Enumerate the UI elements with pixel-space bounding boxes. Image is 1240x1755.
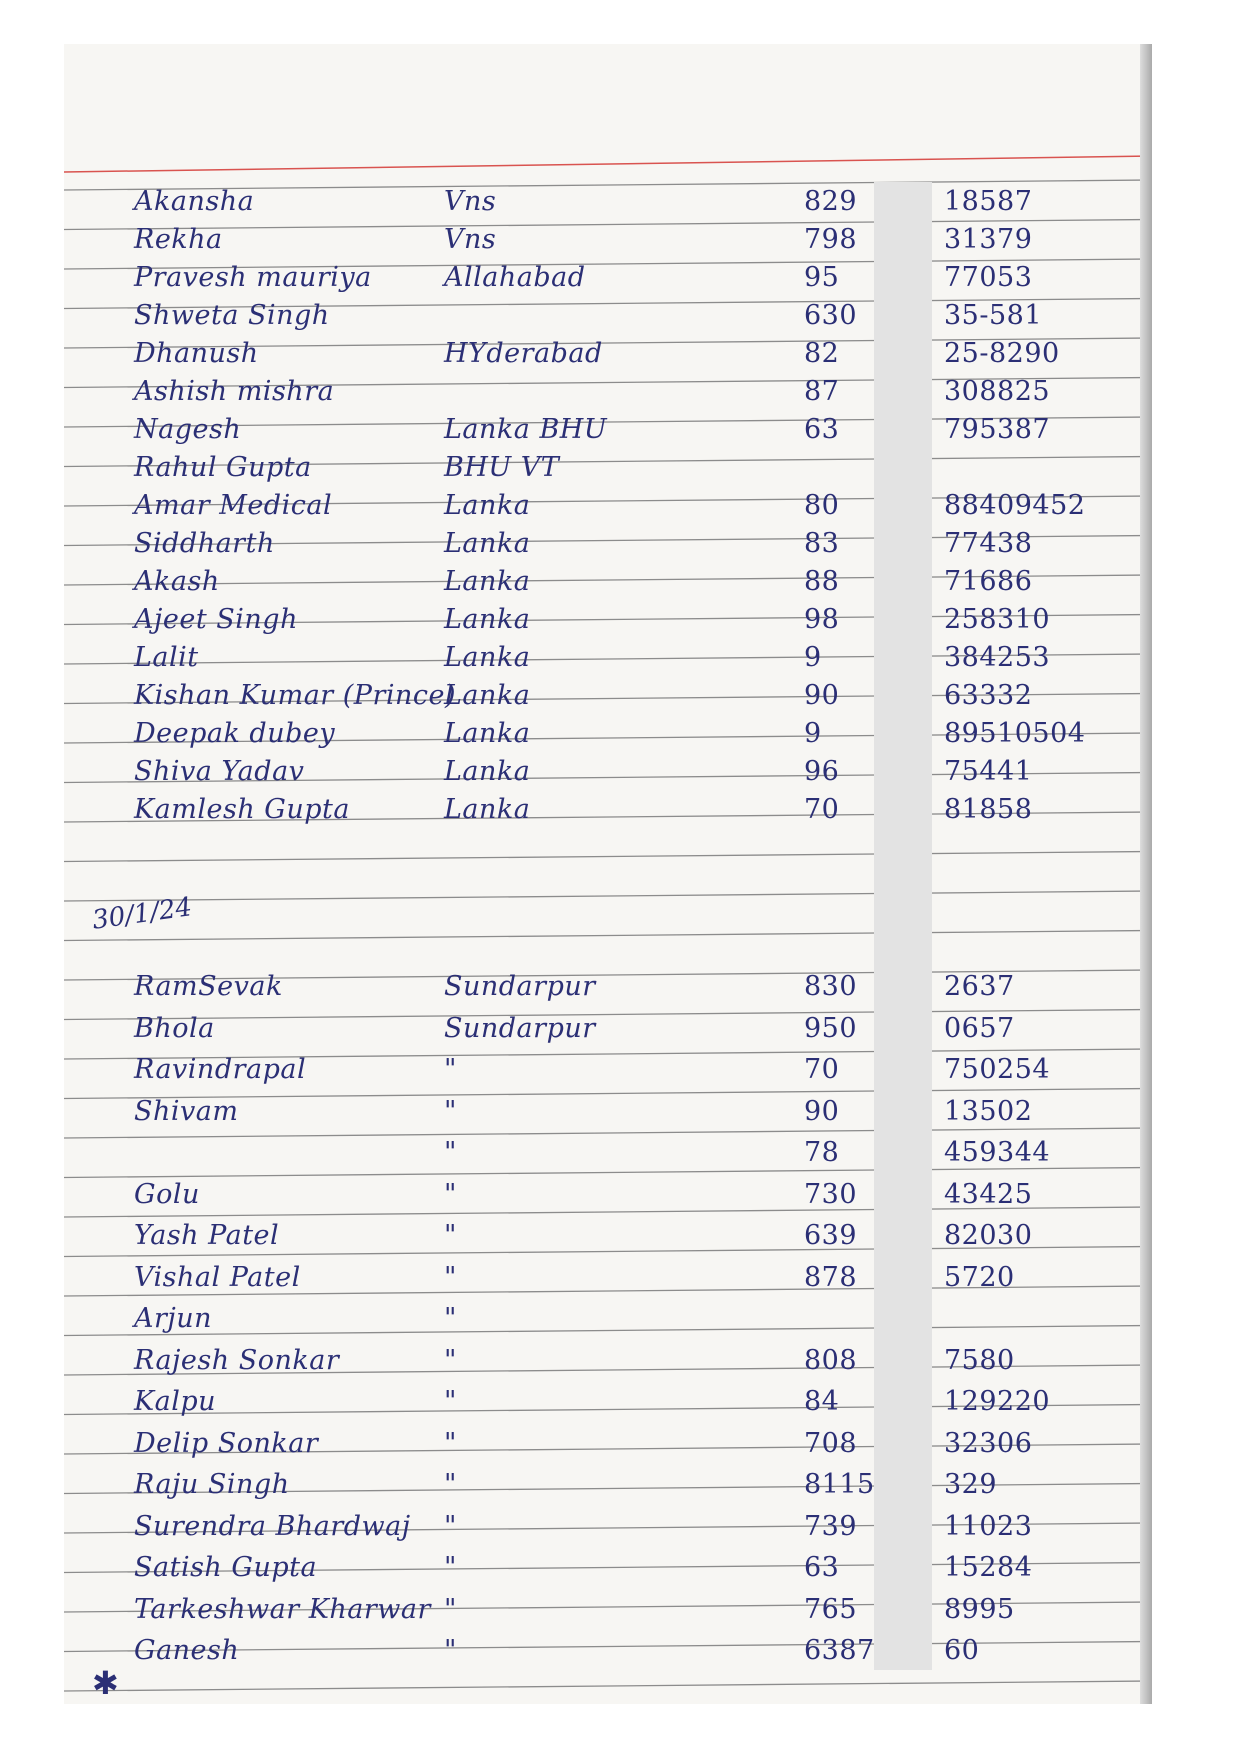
contact-place: ": [444, 1054, 457, 1085]
phone-part-a: 8115: [804, 1469, 875, 1500]
contact-row: [64, 336, 1152, 372]
phone-part-b: 13502: [944, 1095, 1033, 1127]
contact-row: [64, 754, 1152, 790]
phone-part-a: 9: [804, 718, 822, 749]
ruled-line: [64, 1681, 1152, 1691]
phone-part-b: 43425: [944, 1178, 1033, 1210]
phone-part-b: 0657: [944, 1012, 1015, 1044]
contact-name: Satish Gupta: [134, 1552, 318, 1583]
contact-place: Lanka BHU: [444, 414, 608, 445]
contact-place: Lanka: [444, 604, 531, 635]
contact-place: Sundarpur: [444, 1012, 596, 1044]
phone-part-b: 258310: [944, 604, 1051, 635]
contact-place: Lanka: [444, 528, 531, 559]
phone-part-b: 63332: [944, 680, 1033, 711]
phone-part-a: 739: [804, 1510, 858, 1542]
contact-name: Ganesh: [134, 1635, 240, 1666]
phone-part-b: 7580: [944, 1344, 1015, 1376]
ruled-line: [64, 931, 1152, 941]
phone-part-b: 88409452: [944, 490, 1086, 521]
contact-name: Raju Singh: [134, 1469, 290, 1500]
phone-part-b: 75441: [944, 756, 1033, 787]
contact-name: Siddharth: [134, 528, 275, 559]
phone-part-b: 750254: [944, 1054, 1051, 1085]
contact-row: [64, 1260, 1152, 1296]
contact-place: ": [444, 1303, 457, 1334]
contact-row: [64, 792, 1152, 828]
contact-name: Akansha: [134, 186, 255, 217]
phone-part-a: 84: [804, 1386, 840, 1417]
contact-name: Arjun: [134, 1303, 213, 1334]
contact-place: ": [444, 1261, 457, 1293]
contact-row: [64, 526, 1152, 562]
phone-part-a: 83: [804, 528, 840, 559]
phone-part-a: 63: [804, 414, 840, 445]
contact-row: [64, 1011, 1152, 1047]
star-mark: ✱: [92, 1664, 119, 1702]
phone-part-a: 70: [804, 794, 840, 825]
phone-part-a: 830: [804, 971, 858, 1002]
contact-name: Shivam: [134, 1095, 239, 1127]
phone-part-b: 8995: [944, 1593, 1015, 1625]
contact-name: Kamlesh Gupta: [134, 794, 351, 825]
contact-place: ": [444, 1178, 457, 1210]
contact-place: ": [444, 1469, 457, 1500]
phone-part-b: 25-8290: [944, 338, 1060, 369]
contact-place: ": [444, 1220, 457, 1251]
contact-place: Lanka: [444, 756, 531, 787]
contact-row: [64, 1052, 1152, 1088]
contact-place: BHU VT: [444, 452, 560, 483]
page-edge: [1140, 44, 1152, 1704]
ruled-line: [64, 891, 1152, 901]
contact-name: Tarkeshwar Kharwar: [134, 1593, 431, 1625]
phone-part-b: 60: [944, 1635, 980, 1666]
contact-name: Amar Medical: [134, 490, 333, 521]
phone-part-a: 80: [804, 490, 840, 521]
contact-row: [64, 1509, 1152, 1545]
contact-name: Lalit: [134, 642, 199, 673]
contact-place: Lanka: [444, 566, 531, 597]
phone-part-b: 35-581: [944, 300, 1043, 331]
phone-part-b: 77438: [944, 528, 1033, 559]
phone-part-a: 88: [804, 566, 840, 597]
phone-part-b: 11023: [944, 1510, 1033, 1542]
contact-row: [64, 298, 1152, 334]
contact-place: ": [444, 1137, 457, 1168]
contact-place: Lanka: [444, 680, 531, 711]
contact-name: Yash Patel: [134, 1220, 280, 1251]
contact-row: [64, 1633, 1152, 1669]
phone-part-b: 18587: [944, 186, 1033, 217]
contact-name: Ashish mishra: [134, 376, 335, 407]
contact-row: [64, 374, 1152, 410]
contact-place: ": [444, 1427, 457, 1459]
phone-part-a: 798: [804, 224, 858, 255]
phone-part-a: 95: [804, 262, 840, 293]
contact-name: Ajeet Singh: [134, 604, 298, 635]
phone-part-a: 87: [804, 376, 840, 407]
ruled-line: [64, 852, 1152, 862]
contact-place: Allahabad: [444, 262, 586, 293]
contact-name: Rekha: [134, 224, 223, 255]
phone-part-b: 81858: [944, 794, 1033, 825]
phone-part-a: 82: [804, 338, 840, 369]
contact-name: Dhanush: [134, 338, 259, 369]
phone-part-a: 78: [804, 1137, 840, 1168]
contact-name: Ravindrapal: [134, 1054, 307, 1085]
phone-part-a: 950: [804, 1012, 858, 1044]
phone-part-b: 329: [944, 1469, 998, 1500]
contact-row: [64, 260, 1152, 296]
contact-place: ": [444, 1510, 457, 1542]
contact-place: ": [444, 1593, 457, 1625]
phone-part-b: 31379: [944, 224, 1033, 255]
contact-name: RamSevak: [134, 971, 283, 1002]
contact-row: [64, 1467, 1152, 1503]
contact-row: [64, 1343, 1152, 1379]
contact-place: HYderabad: [444, 338, 603, 369]
contact-name: Vishal Patel: [134, 1261, 301, 1293]
notebook-page: [64, 44, 1152, 1704]
contact-place: Lanka: [444, 718, 531, 749]
contact-name: Surendra Bhardwaj: [134, 1510, 411, 1542]
contact-row: [64, 1135, 1152, 1171]
contact-row: [64, 488, 1152, 524]
contact-row: [64, 222, 1152, 258]
contact-place: ": [444, 1095, 457, 1127]
phone-part-b: 129220: [944, 1386, 1051, 1417]
phone-part-b: 795387: [944, 414, 1051, 445]
contact-place: Sundarpur: [444, 971, 596, 1002]
contact-name: Shweta Singh: [134, 300, 330, 331]
margin-line: [64, 156, 1152, 172]
phone-part-a: 96: [804, 756, 840, 787]
phone-part-a: 90: [804, 1095, 840, 1127]
contact-name: Nagesh: [134, 414, 242, 445]
contact-place: Lanka: [444, 490, 531, 521]
phone-part-b: 77053: [944, 262, 1033, 293]
contact-name: Bhola: [134, 1012, 215, 1044]
phone-part-b: 15284: [944, 1552, 1033, 1583]
contact-row: [64, 1550, 1152, 1586]
phone-part-a: 63: [804, 1552, 840, 1583]
contact-name: Delip Sonkar: [134, 1427, 319, 1459]
contact-place: ": [444, 1344, 457, 1376]
contact-place: Vns: [444, 186, 497, 217]
phone-part-b: 71686: [944, 566, 1033, 597]
contact-place: ": [444, 1386, 457, 1417]
contact-name: Kalpu: [134, 1386, 217, 1417]
contact-row: [64, 184, 1152, 220]
phone-part-b: 32306: [944, 1427, 1033, 1459]
phone-part-a: 808: [804, 1344, 858, 1376]
contact-row: [64, 716, 1152, 752]
phone-part-b: 459344: [944, 1137, 1051, 1168]
contact-name: Shiva Yadav: [134, 756, 305, 787]
contact-row: [64, 678, 1152, 714]
contact-name: Pravesh mauriya: [134, 262, 372, 293]
phone-part-a: 70: [804, 1054, 840, 1085]
contact-name: Deepak dubey: [134, 718, 336, 749]
phone-part-b: 308825: [944, 376, 1051, 407]
contact-row: [64, 1177, 1152, 1213]
phone-part-b: 82030: [944, 1220, 1033, 1251]
contact-row: [64, 1301, 1152, 1337]
phone-part-a: 6387: [804, 1635, 875, 1666]
phone-part-a: 765: [804, 1593, 858, 1625]
contact-place: Lanka: [444, 642, 531, 673]
contact-row: [64, 1592, 1152, 1628]
contact-place: ": [444, 1552, 457, 1583]
contact-row: [64, 969, 1152, 1005]
phone-part-a: 630: [804, 300, 858, 331]
contact-row: [64, 1384, 1152, 1420]
contact-row: [64, 564, 1152, 600]
phone-part-a: 98: [804, 604, 840, 635]
contact-name: Rajesh Sonkar: [134, 1344, 340, 1376]
phone-part-b: 2637: [944, 971, 1015, 1002]
phone-part-a: 639: [804, 1220, 858, 1251]
phone-part-a: 829: [804, 186, 858, 217]
contact-place: Lanka: [444, 794, 531, 825]
contact-row: [64, 412, 1152, 448]
contact-row: [64, 450, 1152, 486]
phone-part-a: 708: [804, 1427, 858, 1459]
phone-part-b: 89510504: [944, 718, 1086, 749]
phone-part-a: 90: [804, 680, 840, 711]
phone-part-b: 5720: [944, 1261, 1015, 1293]
contact-place: ": [444, 1635, 457, 1666]
date-note: 30/1/24: [90, 892, 194, 936]
phone-part-b: 384253: [944, 642, 1051, 673]
contact-row: [64, 640, 1152, 676]
contact-place: Vns: [444, 224, 497, 255]
contact-row: [64, 1426, 1152, 1462]
phone-part-a: 9: [804, 642, 822, 673]
contact-name: Kishan Kumar (Prince): [134, 680, 457, 711]
phone-part-a: 878: [804, 1261, 858, 1293]
contact-row: [64, 1218, 1152, 1254]
contact-name: Akash: [134, 566, 220, 597]
contact-name: Golu: [134, 1178, 200, 1210]
contact-row: [64, 602, 1152, 638]
contact-row: [64, 1094, 1152, 1130]
phone-part-a: 730: [804, 1178, 858, 1210]
contact-name: Rahul Gupta: [134, 452, 312, 483]
